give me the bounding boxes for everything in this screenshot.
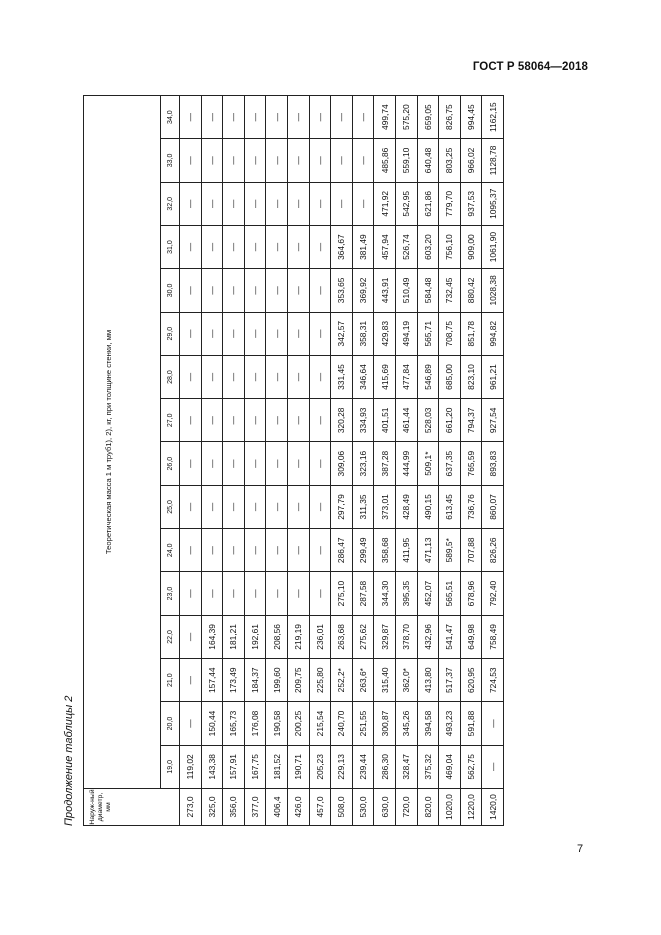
mass-table: [83, 95, 504, 826]
mass-cell: 909,00: [460, 225, 482, 268]
mass-cell: 485,86: [374, 139, 396, 182]
wall-thickness-header: 30,0: [161, 269, 180, 312]
mass-cell: 229,13: [331, 745, 353, 788]
mass-cell: 286,30: [374, 745, 396, 788]
mass-cell: —: [180, 572, 202, 615]
mass-cell: 499,74: [374, 96, 396, 139]
mass-cell: 490,15: [417, 485, 439, 528]
wall-thickness-header: 32,0: [161, 182, 180, 225]
mass-cell: 851,78: [460, 312, 482, 355]
mass-cell: —: [309, 485, 331, 528]
mass-cell: —: [331, 96, 353, 139]
mass-cell: 334,93: [352, 399, 374, 442]
mass-cell: —: [266, 182, 288, 225]
mass-cell: 756,10: [439, 225, 461, 268]
mass-cell: 562,75: [460, 745, 482, 788]
table-row: [374, 96, 396, 826]
mass-cell: —: [201, 399, 223, 442]
table-row: [309, 96, 331, 826]
mass-cell: 860,07: [482, 485, 504, 528]
mass-cell: 613,45: [439, 485, 461, 528]
mass-cell: —: [266, 355, 288, 398]
mass-cell: —: [287, 96, 309, 139]
mass-cell: 994,82: [482, 312, 504, 355]
mass-cell: 708,75: [439, 312, 461, 355]
mass-cell: —: [309, 572, 331, 615]
mass-cell: —: [287, 225, 309, 268]
mass-cell: —: [266, 572, 288, 615]
mass-cell: 736,76: [460, 485, 482, 528]
mass-cell: 395,35: [395, 572, 417, 615]
mass-cell: 457,94: [374, 225, 396, 268]
mass-cell: —: [287, 399, 309, 442]
mass-cell: 328,47: [395, 745, 417, 788]
mass-cell: 353,65: [331, 269, 353, 312]
mass-cell: —: [482, 702, 504, 745]
outer-diameter-cell: 1020,0: [439, 789, 461, 826]
mass-cell: 678,96: [460, 572, 482, 615]
mass-cell: 320,28: [331, 399, 353, 442]
wall-thickness-header: 31,0: [161, 225, 180, 268]
mass-cell: —: [309, 269, 331, 312]
mass-cell: —: [180, 702, 202, 745]
mass-cell: 994,45: [460, 96, 482, 139]
mass-cell: —: [201, 182, 223, 225]
mass-cell: 192,61: [244, 615, 266, 658]
outer-diameter-cell: 377,0: [244, 789, 266, 826]
mass-cell: 758,49: [482, 615, 504, 658]
mass-cell: 517,37: [439, 659, 461, 702]
mass-cell: 287,58: [352, 572, 374, 615]
wall-thickness-header: 28,0: [161, 355, 180, 398]
mass-cell: —: [287, 182, 309, 225]
mass-cell: —: [180, 96, 202, 139]
mass-cell: 173,49: [223, 659, 245, 702]
mass-cell: 205,23: [309, 745, 331, 788]
mass-cell: 401,51: [374, 399, 396, 442]
mass-cell: 826,26: [482, 529, 504, 572]
mass-cell: —: [223, 182, 245, 225]
mass-cell: —: [223, 572, 245, 615]
mass-cell: 779,70: [439, 182, 461, 225]
mass-cell: 432,96: [417, 615, 439, 658]
table-row: [244, 96, 266, 826]
mass-cell: 346,64: [352, 355, 374, 398]
rotated-table-block: [63, 95, 498, 826]
mass-cell: —: [244, 182, 266, 225]
mass-cell: 263,6*: [352, 659, 374, 702]
mass-cell: —: [244, 139, 266, 182]
mass-cell: —: [287, 529, 309, 572]
mass-cell: 200,25: [287, 702, 309, 745]
mass-cell: 444,99: [395, 442, 417, 485]
mass-cell: 1128,78: [482, 139, 504, 182]
table-caption: Продолжение таблицы 2: [63, 695, 75, 826]
mass-cell: 181,21: [223, 615, 245, 658]
page-number: 7: [577, 843, 584, 855]
wall-thickness-header: 25,0: [161, 485, 180, 528]
mass-cell: —: [244, 399, 266, 442]
mass-cell: —: [180, 399, 202, 442]
mass-cell: 381,49: [352, 225, 374, 268]
wall-thickness-header: 27,0: [161, 399, 180, 442]
mass-cell: —: [331, 182, 353, 225]
mass-cell: 640,48: [417, 139, 439, 182]
mass-cell: 394,58: [417, 702, 439, 745]
mass-cell: 1162,15: [482, 96, 504, 139]
table-row: [331, 96, 353, 826]
mass-cell: —: [244, 312, 266, 355]
mass-cell: —: [244, 96, 266, 139]
outer-diameter-cell: 720,0: [395, 789, 417, 826]
mass-cell: —: [352, 182, 374, 225]
mass-cell: 546,89: [417, 355, 439, 398]
mass-cell: —: [180, 529, 202, 572]
mass-cell: 880,42: [460, 269, 482, 312]
mass-cell: 209,75: [287, 659, 309, 702]
mass-cell: 190,58: [266, 702, 288, 745]
mass-cell: —: [244, 572, 266, 615]
outer-diameter-cell: 426,0: [287, 789, 309, 826]
mass-cell: —: [309, 182, 331, 225]
wall-thickness-header: 19,0: [161, 745, 180, 788]
mass-cell: —: [287, 139, 309, 182]
mass-cell: 792,40: [482, 572, 504, 615]
wall-thickness-header: 29,0: [161, 312, 180, 355]
mass-cell: 528,03: [417, 399, 439, 442]
mass-cell: 275,10: [331, 572, 353, 615]
mass-cell: 620,95: [460, 659, 482, 702]
mass-cell: 471,13: [417, 529, 439, 572]
mass-cell: 823,10: [460, 355, 482, 398]
mass-cell: 893,83: [482, 442, 504, 485]
mass-cell: 826,75: [439, 96, 461, 139]
mass-cell: 297,79: [331, 485, 353, 528]
mass-cell: —: [309, 96, 331, 139]
mass-cell: 429,83: [374, 312, 396, 355]
mass-cell: 143,38: [201, 745, 223, 788]
table-row: [482, 96, 504, 826]
mass-cell: —: [223, 399, 245, 442]
mass-cell: 927,54: [482, 399, 504, 442]
mass-cell: 589,5*: [439, 529, 461, 572]
mass-cell: —: [287, 355, 309, 398]
mass-cell: 461,44: [395, 399, 417, 442]
mass-cell: 765,59: [460, 442, 482, 485]
wall-thickness-header: 21,0: [161, 659, 180, 702]
mass-cell: —: [180, 139, 202, 182]
mass-cell: 239,44: [352, 745, 374, 788]
mass-cell: 794,37: [460, 399, 482, 442]
mass-cell: —: [352, 96, 374, 139]
mass-cell: 236,01: [309, 615, 331, 658]
mass-cell: 966,02: [460, 139, 482, 182]
outer-diameter-cell: 820,0: [417, 789, 439, 826]
mass-cell: —: [266, 96, 288, 139]
mass-cell: 1028,38: [482, 269, 504, 312]
mass-cell: 240,70: [331, 702, 353, 745]
mass-cell: —: [180, 485, 202, 528]
mass-cell: 961,21: [482, 355, 504, 398]
mass-cell: 219,19: [287, 615, 309, 658]
outer-diameter-cell: 1420,0: [482, 789, 504, 826]
mass-cell: —: [266, 529, 288, 572]
mass-cell: 215,54: [309, 702, 331, 745]
mass-cell: 225,80: [309, 659, 331, 702]
mass-cell: —: [244, 485, 266, 528]
wall-thickness-header: 34,0: [161, 96, 180, 139]
mass-cell: —: [287, 485, 309, 528]
mass-cell: 565,51: [439, 572, 461, 615]
mass-cell: —: [201, 225, 223, 268]
outer-diameter-cell: 530,0: [352, 789, 374, 826]
outer-diameter-cell: 356,0: [223, 789, 245, 826]
mass-cell: —: [331, 139, 353, 182]
mass-cell: 591,88: [460, 702, 482, 745]
mass-cell: —: [309, 529, 331, 572]
table-row: [439, 96, 461, 826]
mass-cell: 373,01: [374, 485, 396, 528]
table-row: [266, 96, 288, 826]
mass-cell: 428,49: [395, 485, 417, 528]
mass-cell: —: [180, 182, 202, 225]
mass-cell: —: [201, 572, 223, 615]
mass-cell: —: [287, 312, 309, 355]
mass-cell: —: [201, 269, 223, 312]
mass-cell: —: [223, 529, 245, 572]
mass-cell: 659,05: [417, 96, 439, 139]
mass-cell: 685,00: [439, 355, 461, 398]
mass-cell: —: [287, 269, 309, 312]
mass-cell: —: [266, 269, 288, 312]
mass-cell: —: [180, 442, 202, 485]
mass-cell: —: [223, 139, 245, 182]
mass-cell: 315,40: [374, 659, 396, 702]
mass-cell: 387,28: [374, 442, 396, 485]
mass-cell: 661,20: [439, 399, 461, 442]
mass-cell: —: [223, 269, 245, 312]
mass-cell: —: [244, 442, 266, 485]
document-code: ГОСТ Р 58064—2018: [472, 61, 588, 73]
mass-cell: 208,56: [266, 615, 288, 658]
mass-cell: 252,2*: [331, 659, 353, 702]
mass-cell: 375,32: [417, 745, 439, 788]
mass-cell: —: [482, 745, 504, 788]
table-row: [201, 96, 223, 826]
mass-cell: —: [180, 355, 202, 398]
mass-cell: 199,60: [266, 659, 288, 702]
table-row: [352, 96, 374, 826]
mass-cell: 164,39: [201, 615, 223, 658]
wall-thickness-header: 33,0: [161, 139, 180, 182]
mass-cell: 119,02: [180, 745, 202, 788]
mass-cell: —: [223, 485, 245, 528]
mass-cell: —: [266, 312, 288, 355]
mass-cell: 471,92: [374, 182, 396, 225]
mass-cell: 469,04: [439, 745, 461, 788]
mass-cell: 1061,90: [482, 225, 504, 268]
mass-cell: —: [201, 442, 223, 485]
mass-cell: 732,45: [439, 269, 461, 312]
mass-cell: 300,87: [374, 702, 396, 745]
mass-cell: 165,73: [223, 702, 245, 745]
outer-diameter-cell: 325,0: [201, 789, 223, 826]
mass-cell: 707,88: [460, 529, 482, 572]
mass-cell: 621,86: [417, 182, 439, 225]
mass-cell: —: [244, 355, 266, 398]
mass-cell: 637,35: [439, 442, 461, 485]
mass-cell: —: [223, 312, 245, 355]
mass-cell: 559,10: [395, 139, 417, 182]
mass-cell: 358,68: [374, 529, 396, 572]
mass-cell: 364,67: [331, 225, 353, 268]
outer-diameter-cell: 1220,0: [460, 789, 482, 826]
table-row: [395, 96, 417, 826]
mass-cell: —: [223, 96, 245, 139]
mass-cell: —: [266, 225, 288, 268]
mass-cell: —: [287, 572, 309, 615]
mass-cell: —: [201, 139, 223, 182]
table-row: [287, 96, 309, 826]
mass-cell: 345,26: [395, 702, 417, 745]
wall-thickness-header-row: [161, 96, 180, 826]
mass-cell: 584,48: [417, 269, 439, 312]
mass-cell: —: [266, 442, 288, 485]
mass-cell: —: [266, 485, 288, 528]
mass-cell: 493,23: [439, 702, 461, 745]
mass-cell: 181,52: [266, 745, 288, 788]
mass-cell: 724,53: [482, 659, 504, 702]
mass-cell: 443,91: [374, 269, 396, 312]
mass-cell: 649,98: [460, 615, 482, 658]
header-theoretical-mass: Теоретическая масса 1 м труб1), 2), кг, при толщине стенки, мм: [84, 96, 161, 789]
mass-cell: —: [180, 615, 202, 658]
mass-cell: 937,53: [460, 182, 482, 225]
mass-cell: 311,35: [352, 485, 374, 528]
mass-cell: 526,74: [395, 225, 417, 268]
mass-cell: 358,31: [352, 312, 374, 355]
mass-cell: —: [266, 139, 288, 182]
mass-cell: 286,47: [331, 529, 353, 572]
mass-cell: —: [352, 139, 374, 182]
table-row: [180, 96, 202, 826]
mass-cell: 251,55: [352, 702, 374, 745]
mass-cell: 362,0*: [395, 659, 417, 702]
mass-cell: —: [287, 442, 309, 485]
mass-cell: —: [201, 312, 223, 355]
outer-diameter-cell: 630,0: [374, 789, 396, 826]
mass-cell: 452,07: [417, 572, 439, 615]
mass-cell: 167,75: [244, 745, 266, 788]
mass-cell: —: [309, 139, 331, 182]
mass-cell: —: [223, 355, 245, 398]
mass-cell: —: [201, 485, 223, 528]
mass-cell: —: [309, 312, 331, 355]
mass-cell: 575,20: [395, 96, 417, 139]
mass-cell: —: [201, 355, 223, 398]
header-outer-diameter: Наруж-ный диаметр, мм: [84, 789, 180, 826]
mass-cell: 275,62: [352, 615, 374, 658]
wall-thickness-header: 22,0: [161, 615, 180, 658]
mass-cell: 176,08: [244, 702, 266, 745]
mass-cell: 157,91: [223, 745, 245, 788]
wall-thickness-header: 24,0: [161, 529, 180, 572]
mass-cell: 803,25: [439, 139, 461, 182]
mass-cell: 413,80: [417, 659, 439, 702]
wall-thickness-header: 20,0: [161, 702, 180, 745]
mass-cell: 477,84: [395, 355, 417, 398]
mass-cell: —: [223, 225, 245, 268]
mass-cell: —: [309, 399, 331, 442]
outer-diameter-cell: 406,4: [266, 789, 288, 826]
mass-cell: —: [201, 529, 223, 572]
mass-cell: 323,16: [352, 442, 374, 485]
wall-thickness-header: 23,0: [161, 572, 180, 615]
outer-diameter-cell: 457,0: [309, 789, 331, 826]
table-row: [417, 96, 439, 826]
mass-cell: —: [309, 225, 331, 268]
mass-cell: —: [244, 269, 266, 312]
mass-cell: 342,57: [331, 312, 353, 355]
mass-cell: 263,68: [331, 615, 353, 658]
outer-diameter-cell: 273,0: [180, 789, 202, 826]
mass-cell: 415,69: [374, 355, 396, 398]
mass-cell: —: [180, 225, 202, 268]
mass-cell: 565,71: [417, 312, 439, 355]
mass-cell: —: [309, 442, 331, 485]
table-row: [223, 96, 245, 826]
mass-cell: 184,37: [244, 659, 266, 702]
mass-cell: 411,95: [395, 529, 417, 572]
table-row: [460, 96, 482, 826]
mass-cell: 344,30: [374, 572, 396, 615]
mass-cell: 509,1*: [417, 442, 439, 485]
outer-diameter-cell: 508,0: [331, 789, 353, 826]
mass-cell: —: [180, 312, 202, 355]
mass-cell: —: [266, 399, 288, 442]
mass-cell: 150,44: [201, 702, 223, 745]
mass-cell: 190,71: [287, 745, 309, 788]
mass-cell: —: [180, 659, 202, 702]
mass-cell: —: [180, 269, 202, 312]
mass-cell: 299,49: [352, 529, 374, 572]
mass-cell: 510,49: [395, 269, 417, 312]
mass-cell: —: [309, 355, 331, 398]
mass-cell: —: [223, 442, 245, 485]
mass-cell: —: [244, 225, 266, 268]
mass-cell: 309,06: [331, 442, 353, 485]
mass-cell: 603,20: [417, 225, 439, 268]
mass-cell: 541,47: [439, 615, 461, 658]
wall-thickness-header: 26,0: [161, 442, 180, 485]
mass-cell: 157,44: [201, 659, 223, 702]
mass-cell: 331,45: [331, 355, 353, 398]
mass-cell: 329,87: [374, 615, 396, 658]
mass-cell: 1095,37: [482, 182, 504, 225]
mass-cell: 378,70: [395, 615, 417, 658]
mass-cell: 369,92: [352, 269, 374, 312]
mass-cell: 494,19: [395, 312, 417, 355]
mass-cell: —: [201, 96, 223, 139]
mass-cell: —: [244, 529, 266, 572]
mass-cell: 542,95: [395, 182, 417, 225]
